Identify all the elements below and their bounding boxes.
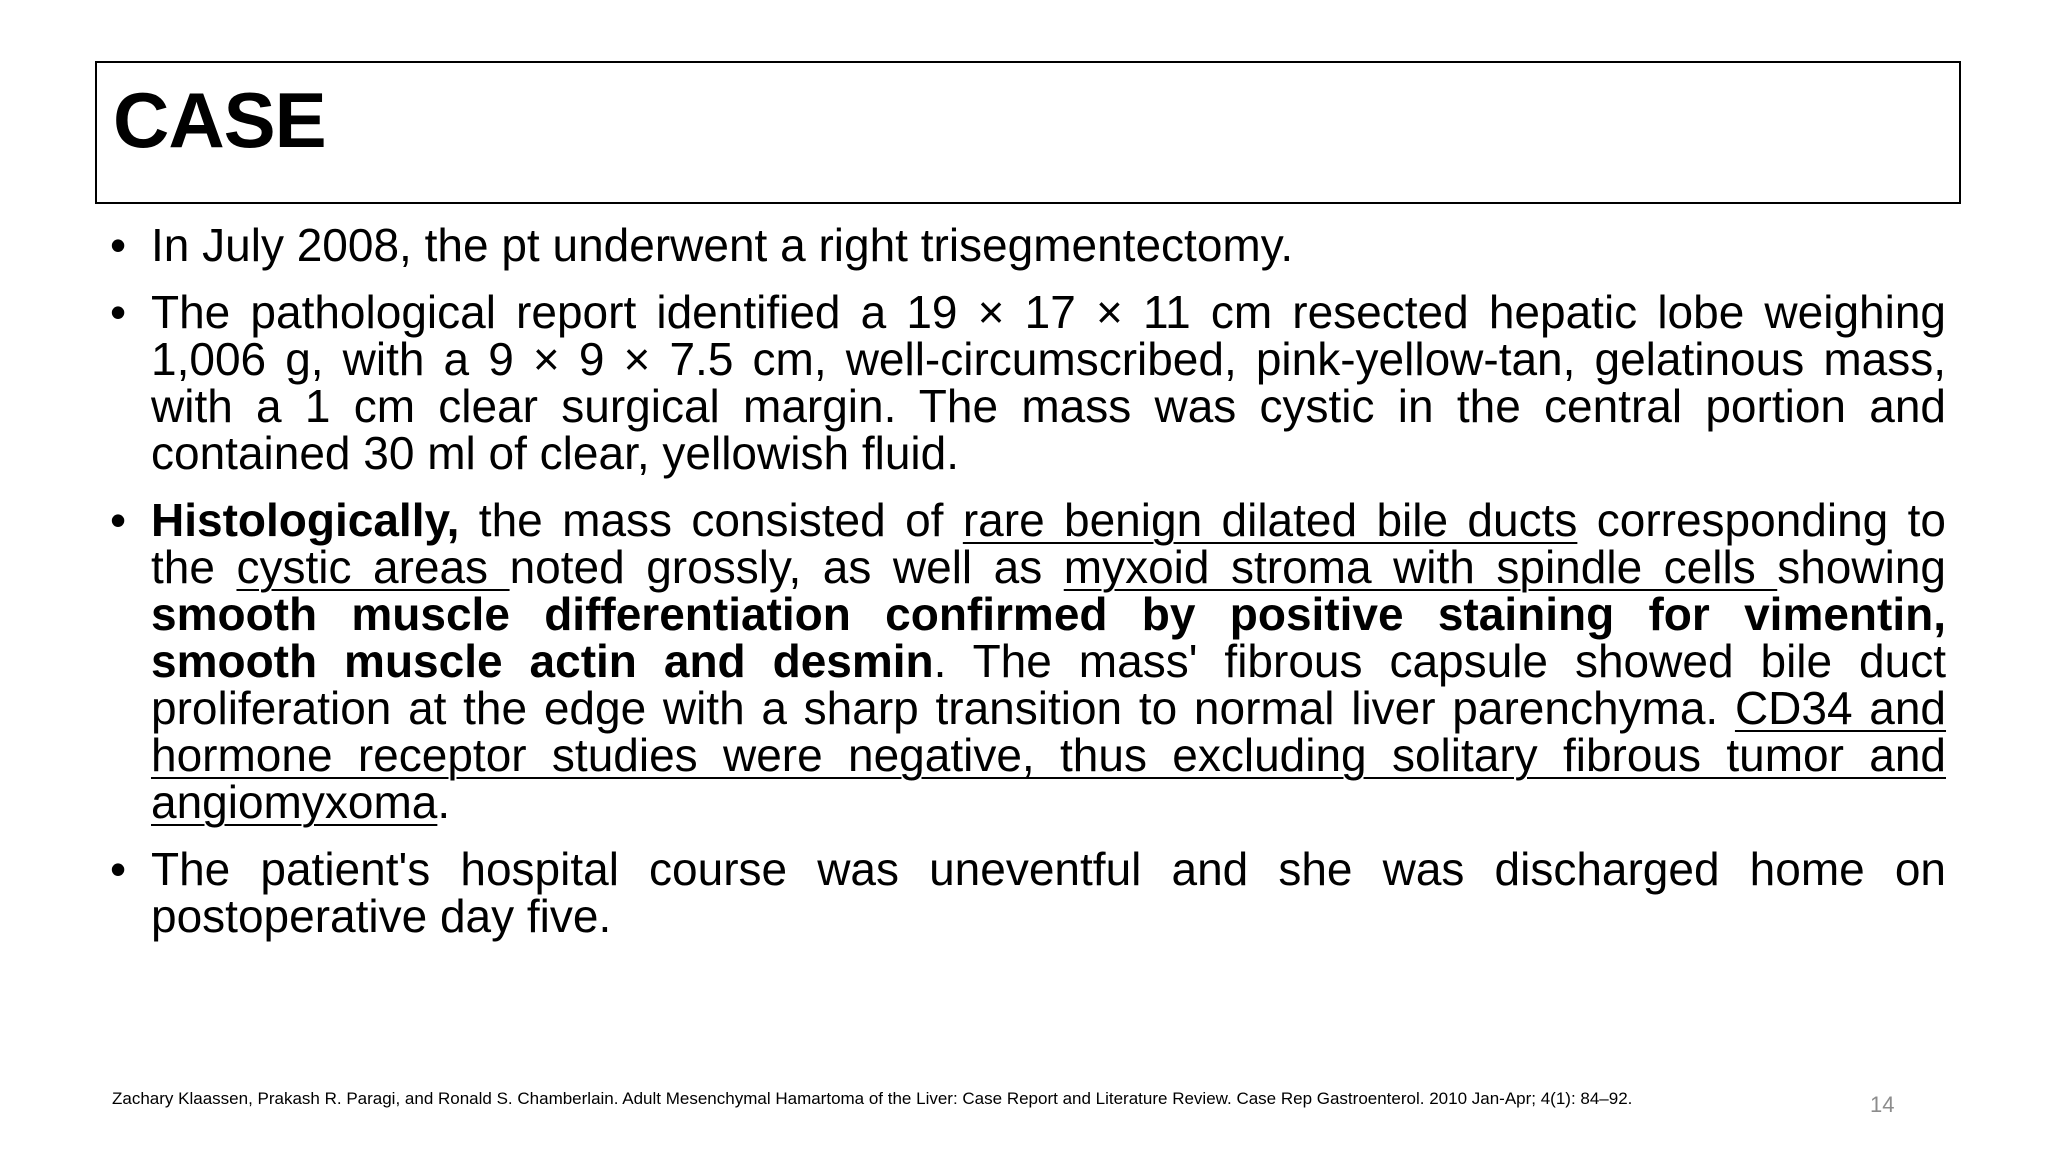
underlined-text: cystic areas: [236, 541, 510, 593]
bullet-text: .: [437, 776, 451, 828]
bullet-text: The pathological report identified a 19 × 17 × 11 cm resected hepatic lobe weighing 1,006 g, with a 9 × 9 × 7.5 cm, well-circumscribed, pink-yellow-tan, gelatinous mass, with a 1 cm clear surgical margin. The mass was cystic in the central portion and contained 30 ml of clear, yellowish fluid.: [151, 286, 1946, 479]
bold-text: Histologically,: [151, 494, 460, 546]
bullet-text: noted grossly, as well as: [509, 541, 1064, 593]
bullet-marker: •: [110, 494, 127, 546]
bullet-marker: •: [110, 219, 127, 271]
bullet-text: In July 2008, the pt underwent a right trisegmentectomy.: [151, 219, 1294, 271]
bullet-list: [110, 219, 1947, 960]
bullet-text: the mass consisted of: [459, 494, 963, 546]
bullet-marker: •: [110, 843, 127, 895]
bullet-text: The patient's hospital course was uneventful and she was discharged home on postoperative day five.: [151, 843, 1946, 942]
underlined-text: rare benign dilated bile ducts: [962, 494, 1578, 546]
title-box: [95, 61, 1961, 204]
page-number: 14: [1870, 1092, 1895, 1117]
bullet-item-hospital-course: [110, 843, 1946, 942]
slide-title: CASE: [113, 76, 326, 164]
bold-text: smooth muscle differentiation confirmed by positive staining for vimentin, smooth muscle actin and desmin: [151, 588, 1946, 687]
bullet-text: corresponding to the: [151, 494, 1946, 593]
bullet-text: showing: [1777, 541, 1946, 593]
underlined-text: myxoid stroma with spindle cells: [1063, 541, 1778, 593]
bullet-text: . The mass' fibrous capsule showed bile duct proliferation at the edge with a sharp transition to normal liver parenchyma.: [151, 635, 1946, 734]
bullet-item-surgery: [110, 219, 1946, 271]
bullet-item-pathology: [110, 286, 1946, 479]
bullet-marker: •: [110, 286, 127, 338]
footer-reference: Zachary Klaassen, Prakash R. Paragi, and Ronald S. Chamberlain. Adult Mesenchymal Hamartoma of the Liver: Case Report and Literature Review. Case Rep Gastroenterol. 2010 Jan-Apr; 4(1): 84–92.: [112, 1089, 1633, 1108]
underlined-text: CD34 and hormone receptor studies were negative, thus excluding solitary fibrous tumor and angiomyxoma: [151, 682, 1947, 828]
bullet-item-histology: [110, 494, 1947, 828]
